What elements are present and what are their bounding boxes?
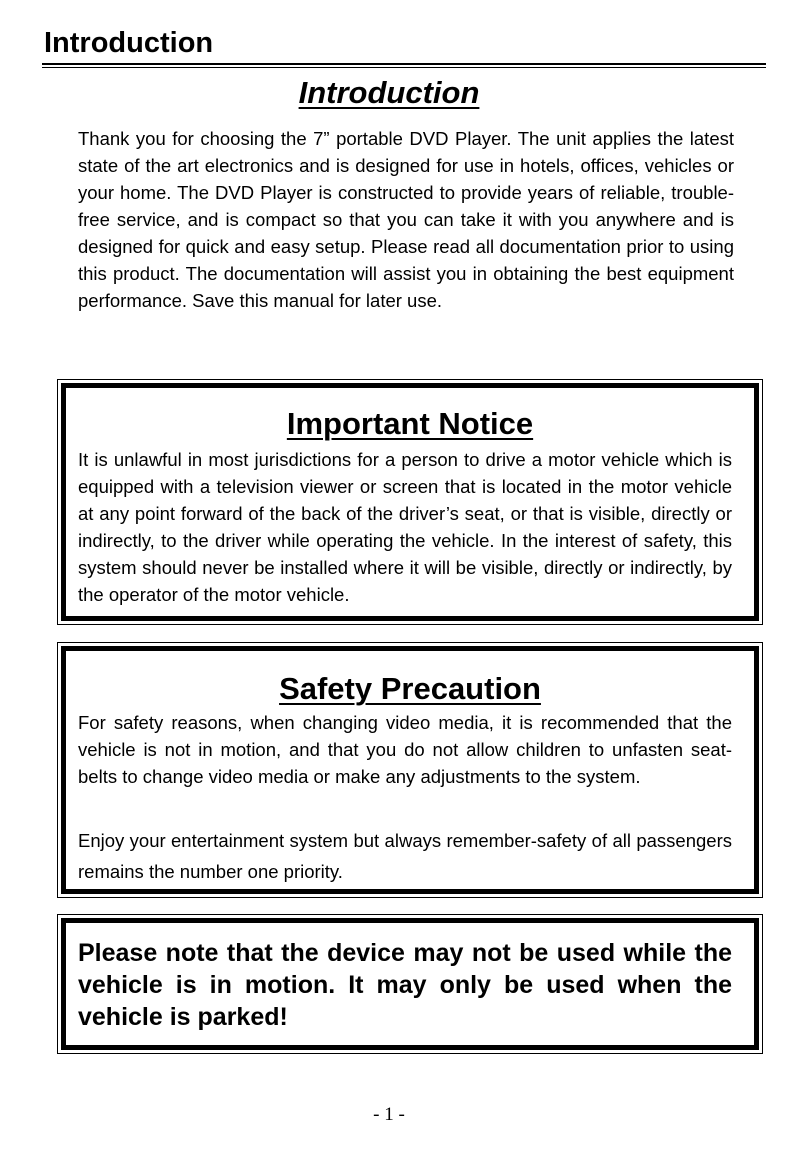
important-notice-heading: Important Notice xyxy=(286,406,534,441)
header-rule-thin xyxy=(42,67,766,68)
page-number: - 1 - xyxy=(373,1104,405,1125)
safety-precaution-box xyxy=(57,642,763,898)
important-notice-frame xyxy=(61,383,759,621)
important-notice-box xyxy=(57,379,763,625)
header-rule-thick xyxy=(42,63,766,65)
parked-notice-text: Please note that the device may not be used while the vehicle is in motion. It may only be used when the vehicle is parked! xyxy=(78,939,732,1031)
important-notice-text: It is unlawful in most jurisdictions for a person to drive a motor vehicle which is equipped with a television viewer or screen that is located in the motor vehicle at any point forward of the back of the driver’s seat, or that is visible, directly or indirectly, to the driver while operating the vehicle. In the interest of safety, this system should never be installed where it will be visible, directly or indirectly, by the operator of the motor vehicle. xyxy=(78,449,732,605)
running-header-title: Introduction xyxy=(44,27,214,59)
parked-notice-frame xyxy=(61,918,759,1050)
safety-precaution-paragraph-2: Enjoy your entertainment system but always remember-safety of all passengers remains the number one priority. xyxy=(78,830,732,882)
page-title: Introduction xyxy=(298,75,480,110)
safety-precaution-paragraph-1: For safety reasons, when changing video media, it is recommended that the vehicle is not in motion, and that you do not allow children to unfasten seat-belts to change video media or make any adjustments to the system. xyxy=(78,712,732,787)
parked-notice-box xyxy=(57,914,763,1054)
safety-precaution-heading: Safety Precaution xyxy=(279,671,541,706)
safety-precaution-frame xyxy=(61,646,759,894)
intro-paragraph: Thank you for choosing the 7” portable DVD Player. The unit applies the latest state of the art electronics and is designed for use in hotels, offices, vehicles or your home. The DVD Player is constructed to provide years of reliable, trouble-free service, and is compact so that you can take it with you anywhere and is designed for quick and easy setup. Please read all documentation prior to using this product. The documentation will assist you in obtaining the best equipment performance. Save this manual for later use. xyxy=(78,128,734,311)
